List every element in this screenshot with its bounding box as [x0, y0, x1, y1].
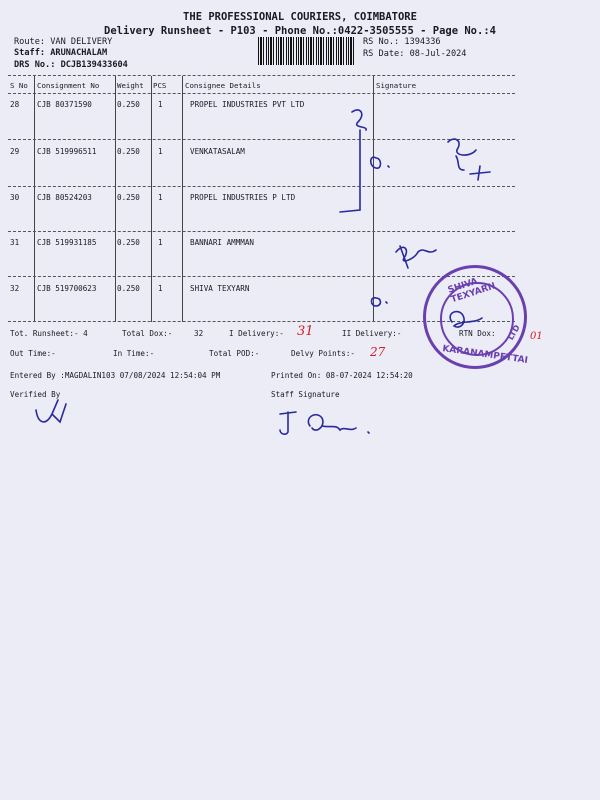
row-consignee: PROPEL INDUSTRIES PVT LTD [190, 100, 305, 109]
row-pcs: 1 [158, 193, 163, 202]
drs-value: DCJB139433604 [60, 60, 128, 70]
column-divider [182, 76, 183, 322]
row-consignment: CJB 519996511 [37, 147, 97, 156]
staff-label: Staff: ARUNACHALAM [14, 48, 108, 58]
row-weight: 0.250 [117, 193, 140, 202]
total-runsheet: Tot. Runsheet:- 4 [10, 329, 88, 338]
total-dox-label: Total Dox:- [122, 329, 173, 338]
row-sno: 30 [10, 193, 20, 202]
drs-number: DRS No.: DCJB139433604 [14, 60, 128, 70]
col-header-sno: S No [10, 81, 28, 90]
row-consignee: VENKATASALAM [190, 147, 245, 156]
row-sno: 29 [10, 147, 20, 156]
staff-signature [308, 415, 369, 433]
out-time-label: Out Time:- [10, 349, 56, 358]
verifier-signature [36, 400, 66, 422]
row-consignee: SHIVA TEXYARN [190, 284, 250, 293]
rtn-dox-value: 01 [530, 331, 543, 342]
total-pod-label: Total POD:- [209, 349, 260, 358]
company-name: THE PROFESSIONAL COURIERS, COIMBATORE [183, 11, 417, 23]
staff-signature-label: Staff Signature [271, 390, 340, 399]
row-consignment: CJB 80371590 [37, 100, 92, 109]
row-pcs: 1 [158, 100, 163, 109]
footer-signatures [30, 396, 390, 446]
handwritten-mark [352, 110, 366, 130]
column-divider [34, 76, 35, 322]
col-header-consignment: Consignment No [37, 81, 100, 90]
row-pcs: 1 [158, 284, 163, 293]
ii-delivery-label: II Delivery:- [342, 329, 402, 338]
handwritten-mark [448, 139, 490, 180]
row-weight: 0.250 [117, 147, 140, 156]
handwritten-mark [372, 298, 388, 306]
stamp-bottom-text: KARANAMPETTAI [441, 344, 529, 366]
column-divider [115, 76, 116, 322]
handwritten-mark [340, 130, 360, 212]
company-stamp [423, 265, 527, 369]
col-header-signature: Signature [376, 81, 417, 90]
row-consignee: PROPEL INDUSTRIES P LTD [190, 193, 296, 202]
handwritten-mark [396, 246, 436, 268]
in-time-label: In Time:- [113, 349, 155, 358]
col-header-pcs: PCS [153, 81, 167, 90]
row-consignment: CJB 80524203 [37, 193, 92, 202]
row-consignment: CJB 519931185 [37, 238, 97, 247]
table-top-rule [8, 75, 515, 76]
rtn-dox-label: RTN Dox: [459, 329, 496, 338]
runsheet-subtitle: Delivery Runsheet - P103 - Phone No.:0422-3505555 - Page No.:4 [104, 25, 496, 37]
row-consignment: CJB 519700623 [37, 284, 97, 293]
staff-signature [280, 412, 296, 434]
row-pcs: 1 [158, 147, 163, 156]
rs-date: RS Date: 08-Jul-2024 [363, 49, 467, 59]
handwritten-mark [371, 157, 389, 168]
table-header-rule [8, 93, 515, 94]
total-dox-value: 32 [194, 329, 204, 338]
stamp-suffix-text: LTD [506, 323, 522, 342]
verified-by-label: Verified By [10, 390, 61, 399]
i-delivery-value: 31 [297, 324, 314, 339]
drs-label: DRS No [14, 60, 46, 70]
delvy-points-value: 27 [370, 345, 386, 359]
row-sno: 28 [10, 100, 20, 109]
row-pcs: 1 [158, 238, 163, 247]
entered-by: Entered By :MAGDALIN103 07/08/2024 12:54:04 PM [10, 371, 221, 380]
col-header-weight: Weight [117, 81, 144, 90]
row-weight: 0.250 [117, 100, 140, 109]
col-header-consignee: Consignee Details [185, 81, 261, 90]
row-weight: 0.250 [117, 238, 140, 247]
column-divider [151, 76, 152, 322]
rs-number: RS No.: 1394336 [363, 37, 441, 47]
row-consignee: BANNARI AMMMAN [190, 238, 255, 247]
route-label: Route: VAN DELIVERY [14, 37, 113, 47]
printed-on: Printed On: 08-07-2024 12:54:20 [271, 371, 413, 380]
row-sno: 31 [10, 238, 20, 247]
row-sno: 32 [10, 284, 20, 293]
i-delivery-label: I Delivery:- [229, 329, 284, 338]
barcode-icon [258, 37, 354, 65]
stamp-top-text: SHIVA TEXYARN [446, 276, 497, 306]
row-weight: 0.250 [117, 284, 140, 293]
delvy-points-label: Delvy Points:- [291, 349, 356, 358]
